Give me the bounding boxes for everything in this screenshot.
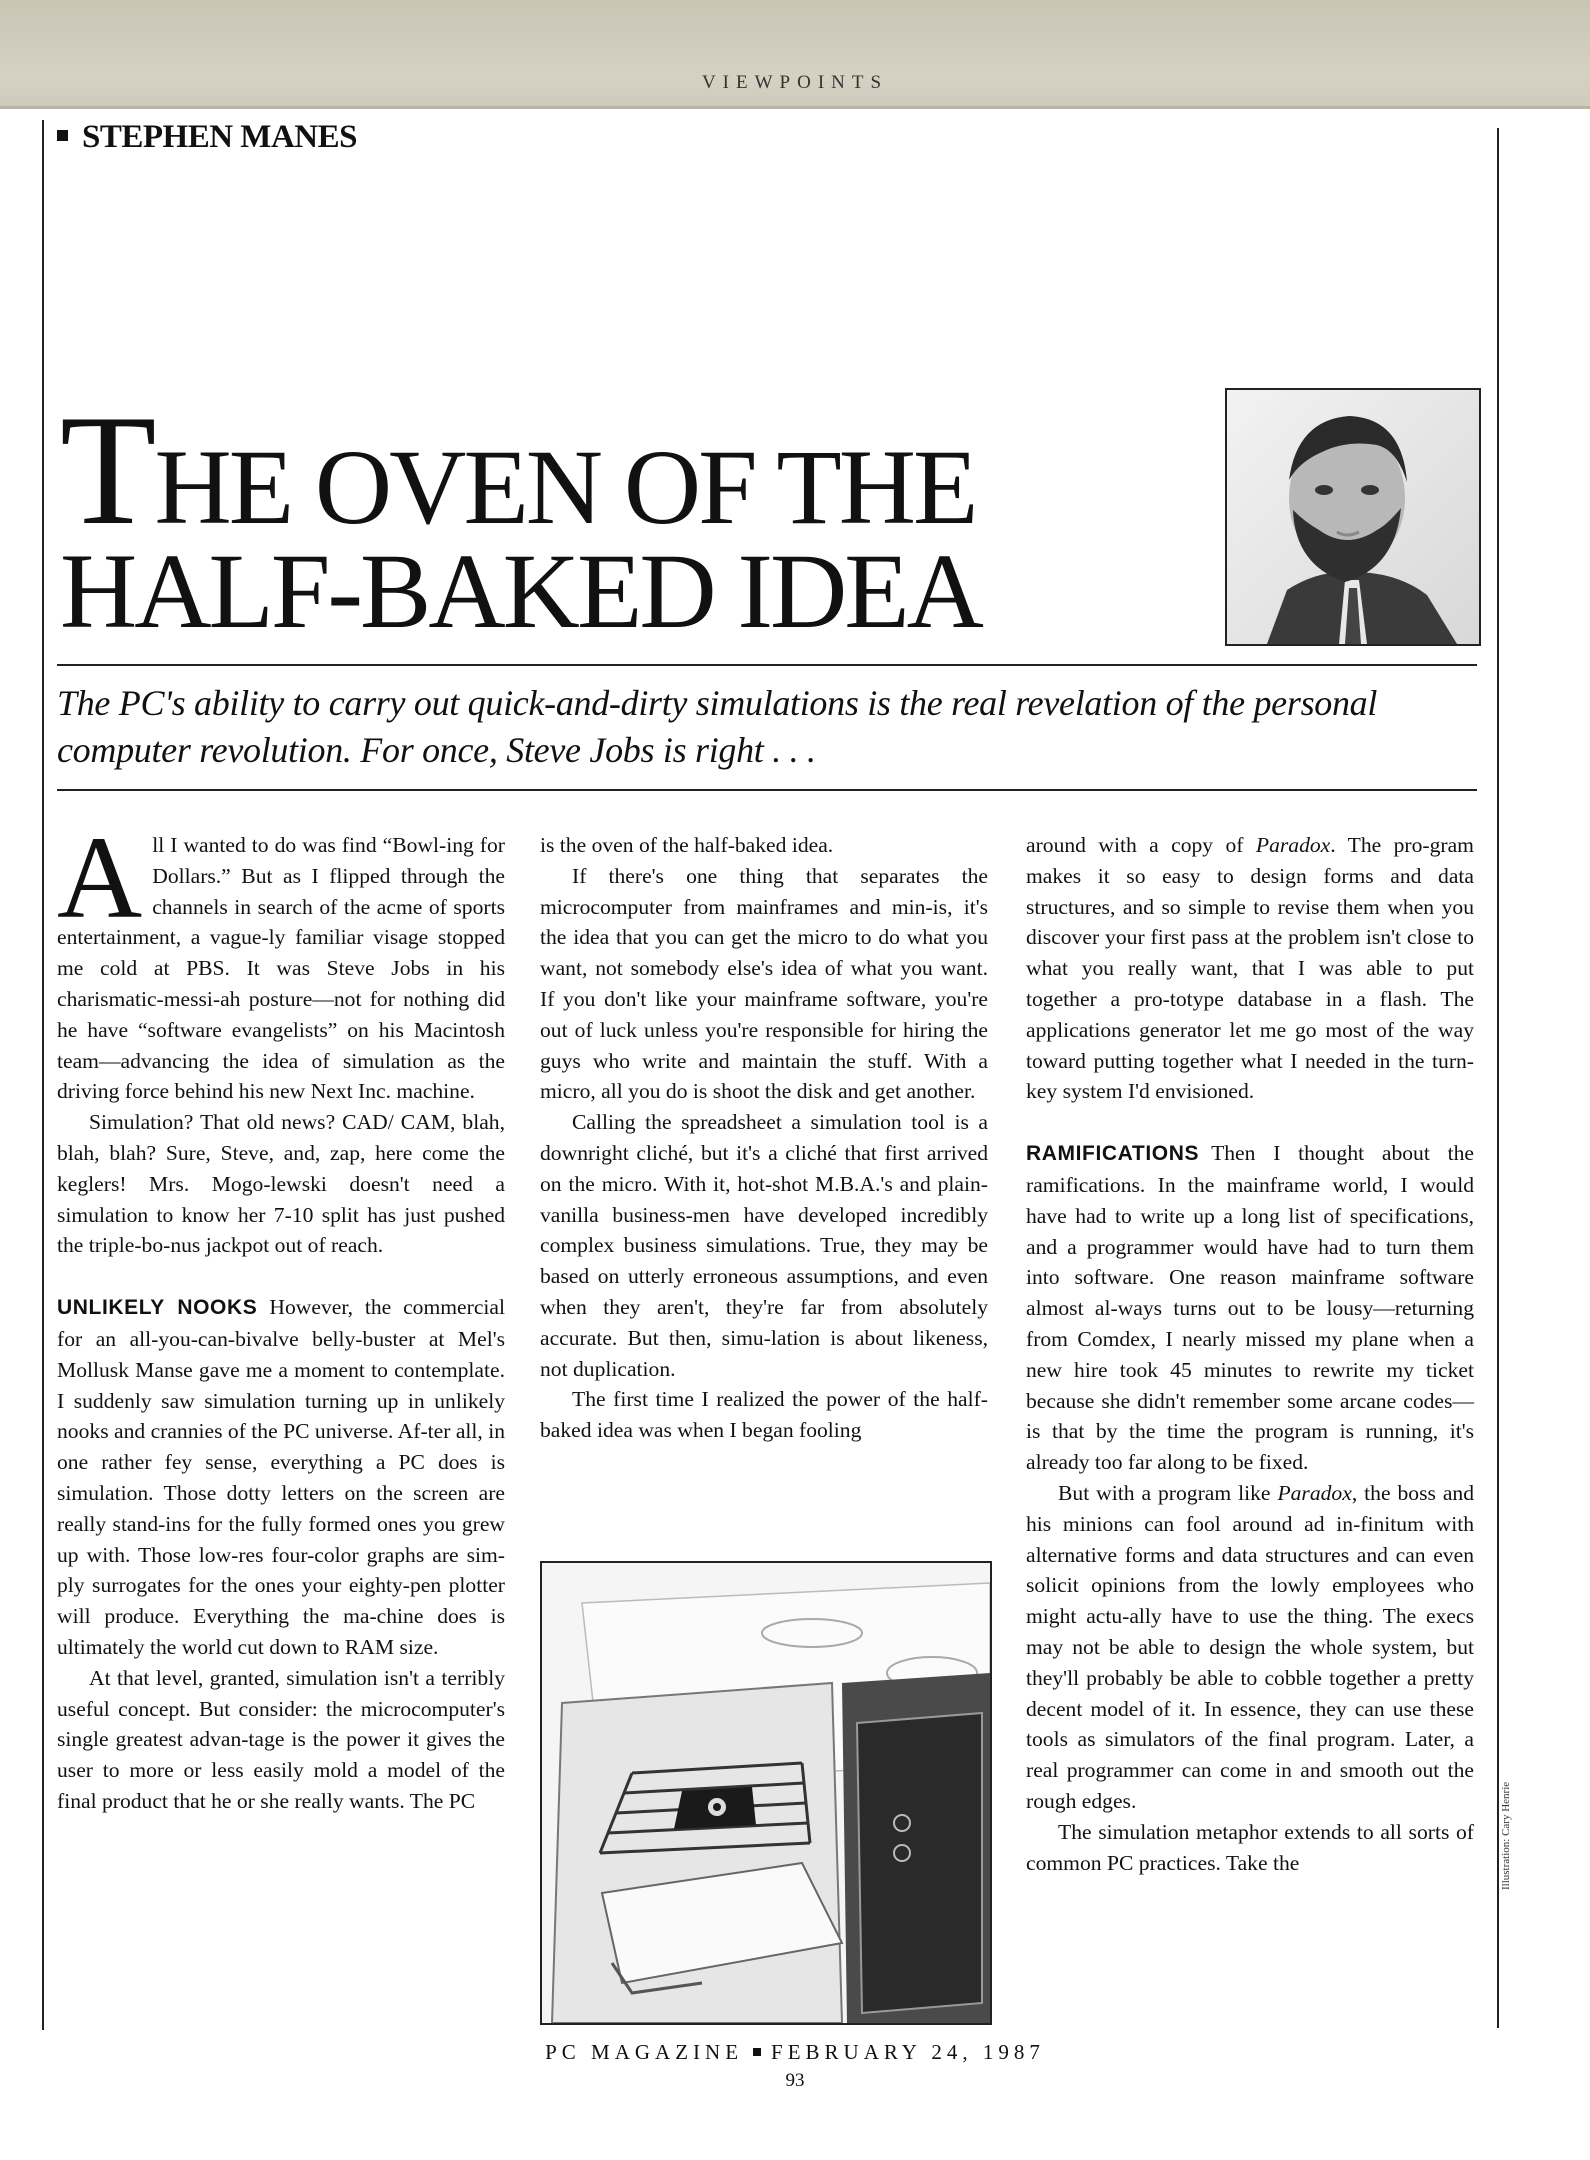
paragraph xyxy=(57,812,505,1107)
author-portrait xyxy=(1225,388,1481,646)
subhead-ramifications: RAMIFICATIONS xyxy=(1026,1142,1200,1166)
author-name: STEPHEN MANES xyxy=(82,119,357,155)
issue-date: FEBRUARY 24, 1987 xyxy=(771,2040,1045,2064)
paragraph: At that level, granted, simulation isn't a terribly useful concept. But consider: the microcomputer's single greatest advan-tage is the power it gives the user to more or less easily mold a model of the final product that he or she really wants. The PC xyxy=(57,1665,505,1813)
headline-initial: T xyxy=(60,383,155,558)
portrait-photo-icon xyxy=(1227,390,1479,644)
paragraph-text: , the boss and his minions can fool around ad in-finitum with alternative forms and data structures and can even solicit opinions from the lowly employees who might actu-ally have to use the thing. The execs may not be able to design the whole system, but they'll probably be able to cobble together a pretty decent model of it. In essence, they can use these tools as simulators of the final program. Later, a real programmer can come in and smooth out the rough edges. xyxy=(1026,1480,1475,1813)
oven-disk-icon xyxy=(542,1563,990,2023)
paragraph-text: However, the commercial for an all-you-can-bivalve belly-buster at Mel's Mollusk Manse gave me a moment to contemplate. I suddenly saw simulation turning up in unlikely nooks and crannies of the PC universe. Af-ter all, in one rather fey sense, everything a PC does is simulation. Those dotty letters on the screen are really stand-ins for the fully formed ones you grew up with. Those low-res four-color graphs are sim-ply surrogates for the ones your eighty-pen plotter will produce. Everything the ma-chine does is ultimately the world cut down to RAM size. xyxy=(57,1295,505,1659)
paragraph xyxy=(57,1292,505,1663)
drop-cap: A xyxy=(57,812,143,943)
article-column-3 xyxy=(1026,830,1474,1878)
byline xyxy=(57,119,357,156)
oven-illustration xyxy=(540,1561,992,2025)
article-column-2 xyxy=(540,830,988,1446)
paragraph-text: . The pro-gram makes it so easy to design forms and data structures, and so simple to revise them when you discover your first pass at the problem isn't close to what you really want, that I was able to put together a pro-totype database in a flash. The applications generator let me go most of the way toward putting together what I needed in the turn-key system I'd envisioned. xyxy=(1026,833,1474,1104)
headline-line-2: HALF-BAKED IDEA xyxy=(60,533,981,652)
page-footer xyxy=(0,2040,1590,2065)
deck: The PC's ability to carry out quick-and-dirty simulations is the real revelation of the personal computer revolution. For once, Steve Jobs is right . . . xyxy=(57,683,1378,770)
deck-top-rule xyxy=(57,664,1477,666)
paragraph: The simulation metaphor extends to all sorts of common PC practices. Take the xyxy=(1026,1819,1474,1875)
paragraph-text: Then I thought about the ramifications. In the mainframe world, I would have had to write up a long list of specifications, and a programmer would have had to turn them into software. One reason mainframe software almost al-ways turns out to be lousy—returning from Comdex, I nearly missed my plane when a new hire took 45 minutes to rewrite my ticket because she didn't remember some arcane codes—is that by the time the program is running, it's already too far along to be fixed. xyxy=(1026,1141,1474,1475)
magazine-name: PC MAGAZINE xyxy=(545,2040,744,2064)
paragraph: Simulation? That old news? CAD/ CAM, blah, blah, blah? Sure, Steve, and, zap, here come the keglers! Mrs. Mogo-lewski doesn't need a simulation to know her 7-10 split has just pushed the triple-bo-nus jackpot out of reach. xyxy=(57,1110,505,1258)
paragraph-text: ll I wanted to do was find “Bowl-ing for Dollars.” But as I flipped through the channels in search of the acme of sports entertainment, a vague-ly familiar visage stopped me cold at PBS. It was Steve Jobs in his charismatic-messi-ah posture—not for nothing did he have “software evangelists” on his Macintosh team—advancing the idea of simulation as the driving force behind his new Next Inc. machine. xyxy=(57,833,505,1104)
bullet-square-icon xyxy=(753,2048,761,2056)
header-rule xyxy=(0,106,1590,109)
page-number: 93 xyxy=(785,2070,805,2091)
section-label: VIEWPOINTS xyxy=(701,72,889,93)
paragraph: If there's one thing that separates the microcomputer from mainframes and min-is, it's the idea that you can get the micro to do what you want, not somebody else's idea of what you want. If you don't like your mainframe software, you're out of luck unless you're responsible for hiring the guys who write and maintain the stuff. With a micro, all you do is shoot the disk and get another. xyxy=(540,863,988,1104)
paragraph-text: But with a program like xyxy=(1058,1480,1278,1505)
subhead-unlikely-nooks: UNLIKELY NOOKS xyxy=(57,1296,258,1320)
article-column-1 xyxy=(57,812,505,1817)
headline xyxy=(60,383,1210,652)
paragraph xyxy=(1026,1478,1474,1817)
right-border-rule xyxy=(1497,128,1499,2028)
product-name: Paradox xyxy=(1255,833,1331,857)
illustration-credit: Illustration: Cary Henrie xyxy=(1500,1781,1512,1890)
left-border-rule xyxy=(42,120,44,2030)
paragraph: Calling the spreadsheet a simulation tool is a downright cliché, but it's a cliché that first arrived on the micro. With it, hot-shot M.B.A.'s and plain-vanilla business-men have developed incredibly complex business simulations. True, they may be based on utterly erroneous assumptions, and even when they aren't, they're far from absolutely accurate. But then, simu-lation is about likeness, not duplication. xyxy=(540,1110,988,1381)
bullet-square-icon xyxy=(57,130,68,141)
paragraph: The first time I realized the power of the half-baked idea was when I began fooling xyxy=(540,1387,988,1443)
headline-line-1-text: HE OVEN OF THE xyxy=(154,429,976,547)
headline-line-1 xyxy=(60,383,1210,558)
paragraph xyxy=(1026,1138,1474,1478)
paragraph-text: around with a copy of xyxy=(1026,833,1256,857)
paragraph: is the oven of the half-baked idea. xyxy=(540,833,834,857)
deck-bottom-rule xyxy=(57,789,1477,791)
paragraph xyxy=(1026,830,1474,1107)
product-name: Paradox xyxy=(1277,1480,1352,1505)
